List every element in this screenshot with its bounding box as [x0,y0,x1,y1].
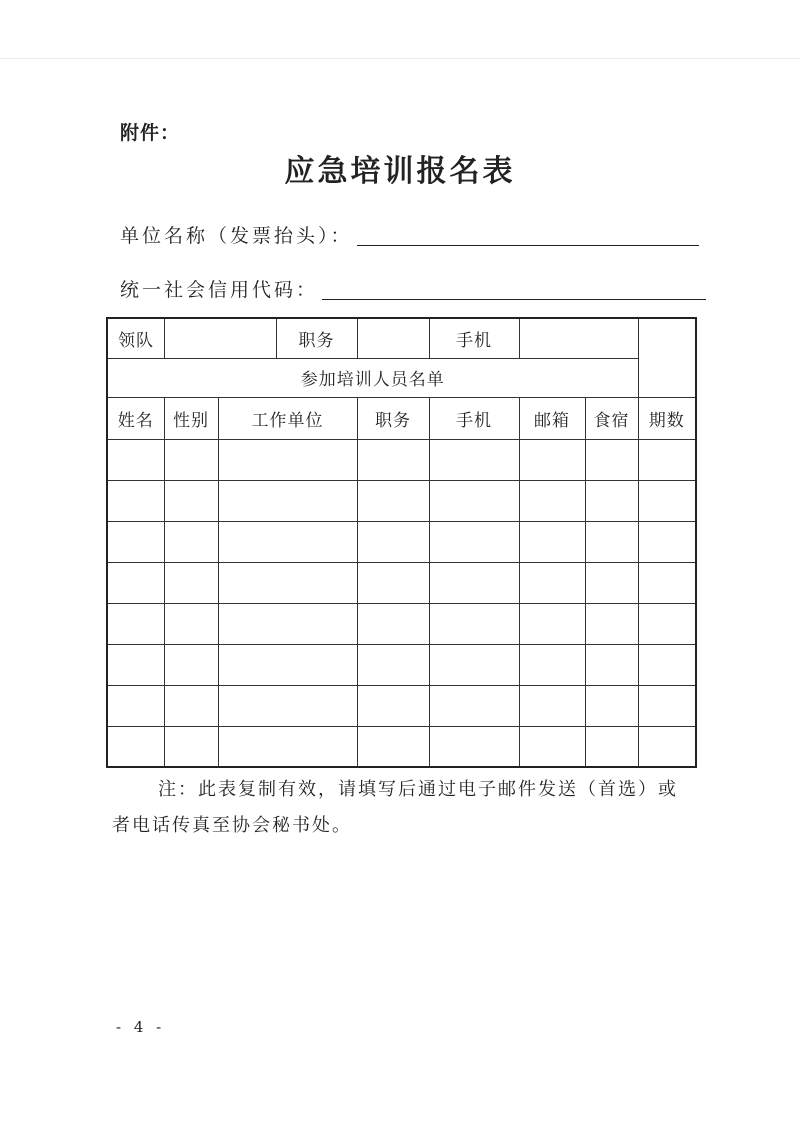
cell-session[interactable] [638,644,696,685]
column-header-position: 职务 [357,397,429,439]
blank-corner-cell [638,318,696,397]
column-header-email: 邮箱 [519,397,585,439]
cell-mobile[interactable] [429,644,519,685]
cell-mobile[interactable] [429,562,519,603]
column-header-mobile: 手机 [429,397,519,439]
cell-position[interactable] [357,644,429,685]
cell-mobile[interactable] [429,521,519,562]
cell-name[interactable] [107,521,164,562]
cell-gender[interactable] [164,603,218,644]
table-row [107,562,696,603]
table-row [107,644,696,685]
table-row [107,439,696,480]
participants-section-title: 参加培训人员名单 [107,358,638,397]
footnote [112,772,692,844]
leader-row [107,318,696,358]
cell-email[interactable] [519,603,585,644]
cell-employer[interactable] [218,685,357,726]
cell-employer[interactable] [218,480,357,521]
cell-mobile[interactable] [429,603,519,644]
cell-session[interactable] [638,685,696,726]
leader-position-value-cell[interactable] [357,318,429,358]
cell-position[interactable] [357,439,429,480]
cell-name[interactable] [107,685,164,726]
cell-email[interactable] [519,685,585,726]
cell-position[interactable] [357,685,429,726]
cell-email[interactable] [519,521,585,562]
cell-name[interactable] [107,644,164,685]
cell-mobile[interactable] [429,480,519,521]
credit-code-label: 统一社会信用代码： [120,279,319,301]
leader-position-label: 职务 [276,318,357,358]
attachment-label: 附件： [120,122,181,144]
column-header-employer: 工作单位 [218,397,357,439]
cell-email[interactable] [519,644,585,685]
cell-position[interactable] [357,521,429,562]
column-header-session: 期数 [638,397,696,439]
cell-email[interactable] [519,562,585,603]
scan-top-rule [0,58,800,59]
column-header-accommodation: 食宿 [585,397,638,439]
leader-value-cell[interactable] [164,318,276,358]
cell-session[interactable] [638,521,696,562]
cell-position[interactable] [357,562,429,603]
cell-email[interactable] [519,480,585,521]
cell-name[interactable] [107,603,164,644]
cell-employer[interactable] [218,603,357,644]
cell-accommodation[interactable] [585,439,638,480]
cell-employer[interactable] [218,521,357,562]
cell-gender[interactable] [164,480,218,521]
cell-gender[interactable] [164,562,218,603]
cell-accommodation[interactable] [585,603,638,644]
registration-table [106,317,697,768]
cell-employer[interactable] [218,644,357,685]
company-name-field [120,216,699,248]
cell-email[interactable] [519,439,585,480]
cell-accommodation[interactable] [585,562,638,603]
cell-accommodation[interactable] [585,726,638,767]
leader-label: 领队 [107,318,164,358]
cell-name[interactable] [107,726,164,767]
footnote-line-2: 者电话传真至协会秘书处。 [112,815,352,836]
cell-mobile[interactable] [429,726,519,767]
cell-accommodation[interactable] [585,685,638,726]
cell-mobile[interactable] [429,685,519,726]
section-row [107,358,696,397]
company-name-input-line[interactable] [357,245,699,246]
page-number: - 4 - [116,1018,166,1036]
table-row [107,685,696,726]
table-row [107,521,696,562]
column-header-row [107,397,696,439]
cell-accommodation[interactable] [585,521,638,562]
cell-mobile[interactable] [429,439,519,480]
cell-email[interactable] [519,726,585,767]
credit-code-input-line[interactable] [322,299,706,300]
page-title: 应急培训报名表 [284,154,516,189]
cell-session[interactable] [638,603,696,644]
column-header-gender: 性别 [164,397,218,439]
leader-mobile-value-cell[interactable] [519,318,638,358]
cell-gender[interactable] [164,726,218,767]
table-row [107,603,696,644]
cell-name[interactable] [107,562,164,603]
cell-employer[interactable] [218,562,357,603]
cell-gender[interactable] [164,439,218,480]
cell-gender[interactable] [164,685,218,726]
company-name-label: 单位名称（发票抬头）： [120,225,353,247]
cell-session[interactable] [638,439,696,480]
cell-employer[interactable] [218,439,357,480]
table-row [107,480,696,521]
cell-gender[interactable] [164,521,218,562]
cell-session[interactable] [638,726,696,767]
table-row [107,726,696,767]
cell-name[interactable] [107,439,164,480]
cell-accommodation[interactable] [585,480,638,521]
footnote-line-1: 注：此表复制有效，请填写后通过电子邮件发送（首选）或 [158,779,678,800]
cell-session[interactable] [638,480,696,521]
credit-code-field [120,270,706,302]
column-header-name: 姓名 [107,397,164,439]
leader-mobile-label: 手机 [429,318,519,358]
cell-session[interactable] [638,562,696,603]
cell-name[interactable] [107,480,164,521]
cell-accommodation[interactable] [585,644,638,685]
cell-position[interactable] [357,480,429,521]
cell-position[interactable] [357,726,429,767]
cell-gender[interactable] [164,644,218,685]
cell-employer[interactable] [218,726,357,767]
cell-position[interactable] [357,603,429,644]
